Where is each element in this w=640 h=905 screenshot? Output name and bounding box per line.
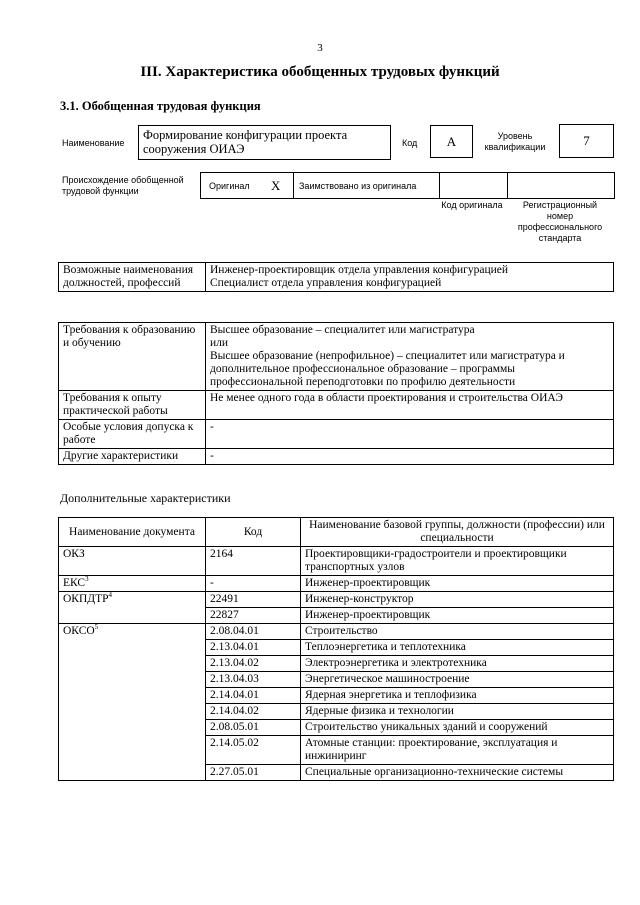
code-cell: 2.14.04.02	[206, 704, 301, 720]
name-cell: Ядерная энергетика и теплофизика	[301, 688, 614, 704]
requirement-label: Требования к образованию и обучению	[59, 323, 206, 391]
code-caption: Код оригинала	[441, 200, 503, 210]
original-mark: X	[271, 178, 281, 193]
requirement-label: Требования к опыту практической работы	[59, 391, 206, 420]
doc-okso	[59, 624, 206, 781]
requirement-value: Не менее одного года в области проектирования и строительства ОИАЭ	[206, 391, 614, 420]
col-name-header: Наименование базовой группы, должности (профессии) или специальности	[301, 518, 614, 547]
positions-row	[59, 263, 614, 292]
name-label: Наименование	[62, 138, 125, 148]
level-value: 7	[559, 124, 614, 158]
requirement-row	[59, 449, 614, 465]
additional-header-row	[59, 518, 614, 547]
code-cell: 2.14.05.02	[206, 736, 301, 765]
name-cell: Проектировщики-градостроители и проектировщики транспортных узлов	[301, 547, 614, 576]
requirement-line: Высшее образование (непрофильное) – специалитет или магистратура и дополнительное профессиональное образование – программы профессиональной переподготовки по профилю деятельности	[210, 350, 565, 388]
name-cell: Строительство уникальных зданий и сооружений	[301, 720, 614, 736]
page-number: 3	[317, 42, 323, 54]
additional-table	[58, 517, 614, 781]
origin-divider-3	[507, 173, 508, 198]
positions-value	[206, 263, 614, 292]
code-cell: 2.14.04.01	[206, 688, 301, 704]
code-value: A	[430, 125, 473, 158]
name-cell: Теплоэнергетика и теплотехника	[301, 640, 614, 656]
col-code-header: Код	[206, 518, 301, 547]
doc-okz	[59, 547, 206, 576]
code-cell: 2.08.04.01	[206, 624, 301, 640]
code-cell: 2.27.05.01	[206, 765, 301, 781]
code-cell: -	[206, 576, 301, 592]
requirement-value: -	[206, 420, 614, 449]
requirements-table	[58, 322, 614, 465]
requirement-row	[59, 391, 614, 420]
reg-caption: Регистрационный номер профессионального стандарта	[517, 200, 603, 243]
footnote-mark: 5	[94, 623, 99, 632]
requirement-label: Другие характеристики	[59, 449, 206, 465]
requirement-row	[59, 323, 614, 391]
borrowed-label: Заимствовано из оригинала	[299, 181, 417, 191]
origin-divider-2	[439, 173, 440, 198]
code-cell: 2.08.05.01	[206, 720, 301, 736]
col-doc-header: Наименование документа	[59, 518, 206, 547]
positions-label: Возможные наименования должностей, профессий	[59, 263, 206, 292]
code-cell: 22827	[206, 608, 301, 624]
footnote-mark: 4	[108, 591, 113, 600]
name-cell: Энергетическое машиностроение	[301, 672, 614, 688]
name-cell: Инженер-конструктор	[301, 592, 614, 608]
doc-okpdtr	[59, 592, 206, 624]
subsection-title: 3.1. Обобщенная трудовая функция	[60, 99, 261, 113]
requirement-value	[206, 323, 614, 391]
footnote-mark: 3	[85, 575, 89, 584]
name-cell: Инженер-проектировщик	[301, 608, 614, 624]
requirement-label: Особые условия допуска к работе	[59, 420, 206, 449]
doc-name: ОКЗ	[63, 548, 85, 560]
origin-label: Происхождение обобщенной трудовой функции	[62, 175, 184, 196]
name-cell: Строительство	[301, 624, 614, 640]
table-row	[59, 547, 614, 576]
table-row	[59, 624, 614, 640]
doc-name: ЕКС	[63, 577, 86, 589]
name-cell: Специальные организационно-технические системы	[301, 765, 614, 781]
code-cell: 2.13.04.02	[206, 656, 301, 672]
name-cell: Ядерные физика и технологии	[301, 704, 614, 720]
code-cell: 22491	[206, 592, 301, 608]
doc-name: ОКПДТР	[63, 593, 109, 605]
code-label: Код	[402, 138, 418, 148]
table-row	[59, 592, 614, 608]
section-title: III. Характеристика обобщенных трудовых функций	[140, 64, 500, 80]
function-name-box	[138, 125, 391, 160]
name-cell: Электроэнергетика и электротехника	[301, 656, 614, 672]
name-cell: Инженер-проектировщик	[301, 576, 614, 592]
positions-line: Специалист отдела управления конфигурацией	[210, 277, 442, 289]
code-cell: 2.13.04.01	[206, 640, 301, 656]
function-name-value: Формирование конфигурации проекта сооружения ОИАЭ	[143, 128, 348, 156]
doc-eks	[59, 576, 206, 592]
positions-line: Инженер-проектировщик отдела управления конфигурацией	[210, 264, 509, 276]
original-label: Оригинал	[209, 181, 250, 191]
requirement-line: или	[210, 337, 229, 349]
doc-name: ОКСО	[63, 625, 95, 637]
requirement-row	[59, 420, 614, 449]
positions-table	[58, 262, 614, 292]
origin-divider-1	[293, 173, 294, 198]
level-label: Уровень квалификации	[484, 131, 546, 152]
table-row	[59, 576, 614, 592]
additional-title: Дополнительные характеристики	[60, 491, 231, 505]
code-cell: 2.13.04.03	[206, 672, 301, 688]
requirement-value: -	[206, 449, 614, 465]
requirement-line: Высшее образование – специалитет или магистратура	[210, 324, 475, 336]
code-cell: 2164	[206, 547, 301, 576]
name-cell: Атомные станции: проектирование, эксплуатация и инжиниринг	[301, 736, 614, 765]
origin-box	[200, 172, 615, 199]
